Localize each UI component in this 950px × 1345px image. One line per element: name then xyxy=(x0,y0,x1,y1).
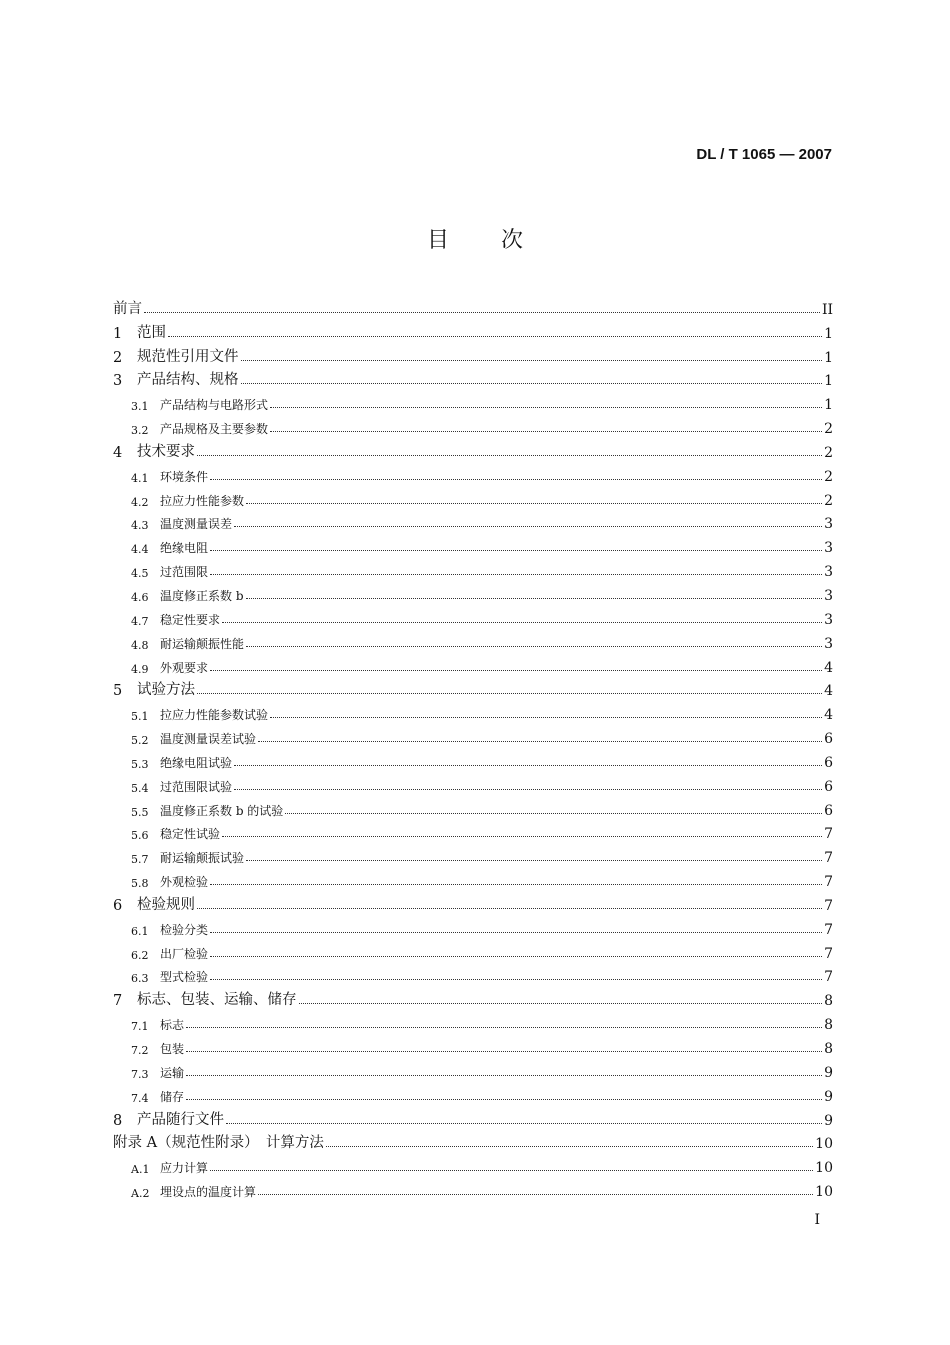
toc-entry-page: 8 xyxy=(824,993,833,1010)
dot-leader xyxy=(186,1051,822,1052)
toc-subentry[interactable] xyxy=(113,532,833,556)
toc-entry-label: 温度测量误差 xyxy=(160,517,233,532)
dot-leader xyxy=(285,813,822,814)
toc-subentry[interactable] xyxy=(113,652,833,676)
toc-entry-number: 4.6 xyxy=(131,590,149,604)
toc-entry-page: 7 xyxy=(824,945,833,962)
toc-entry-page: 7 xyxy=(824,850,833,867)
toc-entry-number: 2 xyxy=(113,349,123,366)
toc-entry-number: 7.2 xyxy=(131,1044,149,1057)
toc-entry[interactable] xyxy=(113,437,833,461)
toc-entry-number: 5.7 xyxy=(131,853,149,867)
toc-entry[interactable] xyxy=(113,676,833,700)
toc-entry-label: 耐运输颠振试验 xyxy=(160,851,245,866)
toc-entry-number: 7 xyxy=(113,993,123,1010)
toc-subentry[interactable] xyxy=(113,461,833,485)
toc-entry-number: 4.4 xyxy=(131,543,149,557)
toc-entry-label: 范围 xyxy=(137,324,166,341)
dot-leader xyxy=(222,622,822,623)
toc-entry-number: 6 xyxy=(113,897,123,914)
dot-leader xyxy=(168,336,822,337)
toc-entry-label: 型式检验 xyxy=(160,970,209,985)
toc-entry-number: 4 xyxy=(113,444,123,461)
toc-entry-label: 产品结构、规格 xyxy=(137,372,239,389)
toc-subentry[interactable] xyxy=(113,795,833,819)
toc-entry-page: 10 xyxy=(815,1184,833,1201)
toc-entry-label: 耐运输颠振性能 xyxy=(160,636,245,651)
toc-entry-number: 4.8 xyxy=(131,638,149,652)
toc-subentry[interactable] xyxy=(113,1176,833,1200)
table-of-contents xyxy=(113,294,833,1200)
toc-entry-label: 附录 A（规范性附录） 计算方法 xyxy=(113,1135,324,1152)
dot-leader xyxy=(210,479,822,480)
toc-entry-number: 4.9 xyxy=(131,662,149,676)
toc-entry-number: A.2 xyxy=(131,1187,150,1201)
toc-entry-label: 稳定性要求 xyxy=(160,612,221,627)
dot-leader xyxy=(186,1027,822,1028)
dot-leader xyxy=(210,884,822,885)
toc-entry-label: 温度测量误差试验 xyxy=(160,732,257,747)
toc-subentry[interactable] xyxy=(113,509,833,533)
toc-entry-label: 前言 xyxy=(113,300,142,317)
dot-leader xyxy=(270,717,822,718)
toc-entry-label: 绝缘电阻 xyxy=(160,541,209,556)
toc-entry-label: 储存 xyxy=(160,1089,185,1104)
dot-leader xyxy=(197,908,822,909)
toc-entry-page: 9 xyxy=(824,1064,833,1081)
toc-subentry[interactable] xyxy=(113,389,833,413)
toc-entry[interactable] xyxy=(113,1105,833,1129)
toc-subentry[interactable] xyxy=(113,485,833,509)
toc-entry-page: 3 xyxy=(824,635,833,652)
dot-leader xyxy=(299,1003,823,1004)
toc-entry-label: 温度修正系数 b 的试验 xyxy=(160,803,284,818)
toc-entry-page: 7 xyxy=(824,921,833,938)
toc-entry-page: 3 xyxy=(824,611,833,628)
toc-entry-page: 3 xyxy=(824,564,833,581)
toc-subentry[interactable] xyxy=(113,556,833,580)
dot-leader xyxy=(326,1146,813,1147)
toc-entry-number: 5.1 xyxy=(131,710,149,724)
toc-subentry[interactable] xyxy=(113,580,833,604)
toc-entry[interactable] xyxy=(113,985,833,1009)
toc-entry[interactable] xyxy=(113,890,833,914)
toc-entry-page: 1 xyxy=(824,349,833,366)
toc-entry-page: 7 xyxy=(824,874,833,891)
toc-entry-page: 1 xyxy=(824,397,833,414)
toc-subentry[interactable] xyxy=(113,866,833,890)
toc-entry[interactable] xyxy=(113,342,833,366)
toc-entry-label: 出厂检验 xyxy=(160,946,209,961)
toc-entry-page: 9 xyxy=(824,1088,833,1105)
toc-entry[interactable] xyxy=(113,1129,833,1153)
toc-entry-label: 绝缘电阻试验 xyxy=(160,755,233,770)
dot-leader xyxy=(241,383,823,384)
toc-entry-number: 5.2 xyxy=(131,734,149,748)
dot-leader xyxy=(186,1075,822,1076)
toc-entry-page: 1 xyxy=(824,325,833,342)
toc-entry-label: 温度修正系数 b xyxy=(160,588,244,603)
toc-entry-label: 应力计算 xyxy=(160,1161,209,1176)
toc-subentry[interactable] xyxy=(113,413,833,437)
dot-leader xyxy=(210,550,822,551)
toc-entry-page: 2 xyxy=(824,468,833,485)
toc-subentry[interactable] xyxy=(113,962,833,986)
toc-entry-label: 产品随行文件 xyxy=(137,1111,224,1128)
toc-subentry[interactable] xyxy=(113,1152,833,1176)
dot-leader xyxy=(210,670,822,671)
toc-entry-number: 3.1 xyxy=(131,400,149,414)
toc-entry-page: 4 xyxy=(824,659,833,676)
dot-leader xyxy=(258,1194,813,1195)
document-code: DL / T 1065 — 2007 xyxy=(696,146,832,163)
toc-entry[interactable] xyxy=(113,294,833,318)
toc-entry-page: 2 xyxy=(824,444,833,461)
toc-entry-page: 7 xyxy=(824,826,833,843)
toc-entry-label: 标志 xyxy=(160,1018,185,1033)
toc-entry-label: 检验分类 xyxy=(160,922,209,937)
toc-entry-number: 4.3 xyxy=(131,519,149,533)
dot-leader xyxy=(210,1170,813,1171)
toc-subentry[interactable] xyxy=(113,938,833,962)
toc-entry-number: 5.3 xyxy=(131,757,149,771)
toc-subentry[interactable] xyxy=(113,604,833,628)
toc-entry-number: 5.5 xyxy=(131,805,149,819)
toc-entry-label: 环境条件 xyxy=(160,469,209,484)
toc-subentry[interactable] xyxy=(113,914,833,938)
toc-entry-page: 6 xyxy=(824,802,833,819)
toc-entry-number: 7.3 xyxy=(131,1067,149,1081)
toc-entry-page: 8 xyxy=(824,1017,833,1034)
toc-entry-number: 1 xyxy=(113,325,123,342)
toc-entry-page: 10 xyxy=(815,1136,833,1153)
toc-entry-number: 7.4 xyxy=(131,1091,149,1105)
toc-entry-label: 拉应力性能参数 xyxy=(160,493,245,508)
toc-entry-page: 7 xyxy=(824,897,833,914)
toc-entry-label: 包装 xyxy=(160,1042,185,1056)
toc-entry-page: 2 xyxy=(824,492,833,509)
toc-entry-page: 4 xyxy=(824,707,833,724)
toc-entry-number: 4.2 xyxy=(131,495,149,509)
dot-leader xyxy=(234,789,822,790)
toc-entry-label: 规范性引用文件 xyxy=(137,348,239,365)
toc-entry[interactable] xyxy=(113,366,833,390)
toc-entry-label: 稳定性试验 xyxy=(160,827,221,842)
toc-entry-label: 产品结构与电路形式 xyxy=(160,398,269,413)
toc-entry-number: 4.1 xyxy=(131,471,149,485)
toc-entry-page: II xyxy=(821,301,833,318)
dot-leader xyxy=(226,1123,822,1124)
toc-entry-page: 2 xyxy=(824,421,833,438)
toc-entry-label: 过范围限 xyxy=(160,565,209,580)
toc-entry-page: 6 xyxy=(824,754,833,771)
toc-subentry[interactable] xyxy=(113,723,833,747)
dot-leader xyxy=(246,598,823,599)
toc-entry-page: 6 xyxy=(824,778,833,795)
toc-entry-number: 6.1 xyxy=(131,924,149,938)
dot-leader xyxy=(246,860,822,861)
toc-entry[interactable] xyxy=(113,318,833,342)
toc-entry-page: 3 xyxy=(824,516,833,533)
dot-leader xyxy=(270,431,822,432)
dot-leader xyxy=(210,956,822,957)
toc-subentry[interactable] xyxy=(113,1009,833,1033)
toc-entry-page: 10 xyxy=(815,1160,833,1177)
toc-entry-label: 外观检验 xyxy=(160,875,209,890)
dot-leader xyxy=(246,503,822,504)
dot-leader xyxy=(210,932,822,933)
toc-entry-number: 8 xyxy=(113,1112,123,1129)
toc-entry-number: 6.2 xyxy=(131,948,149,962)
toc-subentry[interactable] xyxy=(113,628,833,652)
toc-entry-label: 产品规格及主要参数 xyxy=(160,422,269,437)
toc-subentry[interactable] xyxy=(113,1081,833,1105)
toc-entry-page: 3 xyxy=(824,587,833,604)
toc-entry-number: A.1 xyxy=(131,1163,150,1177)
toc-entry-label: 技术要求 xyxy=(137,443,195,460)
toc-entry-page: 4 xyxy=(824,683,833,700)
dot-leader xyxy=(246,646,822,647)
toc-entry-label: 运输 xyxy=(160,1065,185,1080)
toc-entry-number: 6.3 xyxy=(131,972,149,986)
toc-entry-label: 标志、包装、运输、储存 xyxy=(137,992,297,1009)
toc-entry-number: 4.7 xyxy=(131,614,149,628)
toc-entry-label: 过范围限试验 xyxy=(160,779,233,794)
toc-entry-number: 4.5 xyxy=(131,567,149,581)
toc-title: 目次 xyxy=(426,228,575,253)
dot-leader xyxy=(186,1099,822,1100)
toc-entry-label: 拉应力性能参数试验 xyxy=(160,708,269,723)
toc-entry-number: 5.6 xyxy=(131,829,149,843)
toc-entry-page: 1 xyxy=(824,373,833,390)
dot-leader xyxy=(210,979,822,980)
toc-subentry[interactable] xyxy=(113,842,833,866)
page-number: I xyxy=(814,1212,820,1228)
dot-leader xyxy=(197,455,822,456)
toc-subentry[interactable] xyxy=(113,747,833,771)
dot-leader xyxy=(241,360,823,361)
dot-leader xyxy=(144,312,820,313)
toc-entry-number: 3 xyxy=(113,373,123,390)
toc-entry-label: 外观要求 xyxy=(160,660,209,675)
toc-entry-label: 埋设点的温度计算 xyxy=(160,1185,257,1200)
dot-leader xyxy=(270,407,822,408)
toc-entry-number: 5.8 xyxy=(131,877,149,891)
toc-entry-number: 5 xyxy=(113,683,123,700)
toc-entry-page: 3 xyxy=(824,540,833,557)
toc-entry-label: 试验方法 xyxy=(137,682,195,699)
toc-subentry[interactable] xyxy=(113,771,833,795)
toc-entry-page: 9 xyxy=(824,1112,833,1129)
toc-subentry[interactable] xyxy=(113,1057,833,1081)
toc-entry-number: 3.2 xyxy=(131,424,149,438)
dot-leader xyxy=(197,693,822,694)
toc-entry-page: 6 xyxy=(824,731,833,748)
dot-leader xyxy=(234,526,822,527)
toc-entry-number: 7.1 xyxy=(131,1020,149,1034)
toc-entry-number: 5.4 xyxy=(131,781,149,795)
dot-leader xyxy=(222,836,822,837)
dot-leader xyxy=(258,741,822,742)
toc-subentry[interactable] xyxy=(113,699,833,723)
toc-subentry[interactable] xyxy=(113,1033,833,1057)
dot-leader xyxy=(234,765,822,766)
dot-leader xyxy=(210,574,822,575)
toc-entry-label: 检验规则 xyxy=(137,896,195,913)
toc-entry-page: 8 xyxy=(824,1041,833,1057)
toc-subentry[interactable] xyxy=(113,819,833,843)
toc-entry-page: 7 xyxy=(824,969,833,986)
